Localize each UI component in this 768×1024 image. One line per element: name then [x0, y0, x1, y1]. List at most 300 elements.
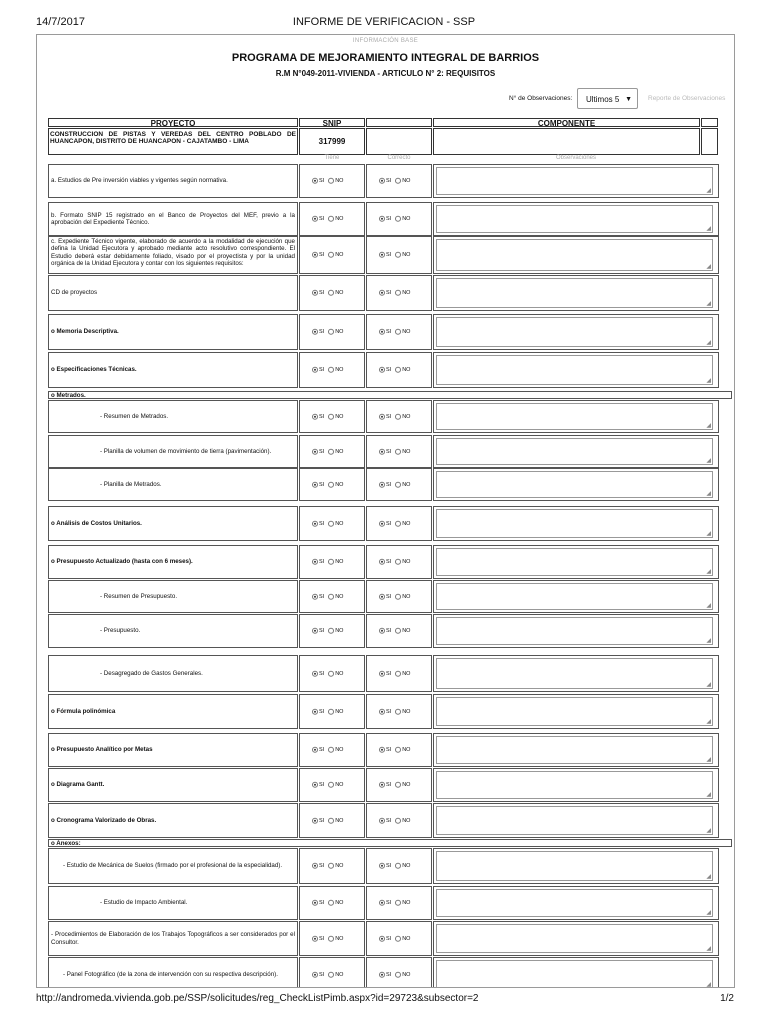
correcto-radio-group — [367, 817, 431, 823]
tiene-radio-group — [300, 935, 364, 941]
correcto-cell — [366, 655, 432, 692]
requirement-text: o Diagrama Gantt. — [51, 781, 105, 789]
resize-grip-icon[interactable]: ◢ — [706, 946, 711, 952]
project-cell-empty — [366, 128, 432, 155]
correcto-si-radio[interactable] — [379, 290, 385, 296]
tiene-no-radio[interactable] — [328, 817, 334, 823]
tiene-si-radio[interactable] — [312, 817, 318, 823]
tiene-no-radio-label: NO — [335, 413, 344, 420]
requirement-cell — [48, 545, 298, 579]
correcto-si-radio[interactable] — [379, 216, 385, 222]
correcto-radio-group — [367, 290, 431, 296]
correcto-si-radio[interactable] — [379, 178, 385, 184]
observations-textarea[interactable] — [436, 924, 713, 953]
project-row — [48, 128, 732, 155]
observations-textarea[interactable] — [436, 167, 713, 195]
correcto-si-radio-label: SI — [386, 215, 392, 222]
table-row — [48, 435, 732, 468]
observations-textarea[interactable] — [436, 960, 713, 988]
resize-grip-icon[interactable]: ◢ — [706, 378, 711, 384]
tiene-no-radio[interactable] — [328, 935, 334, 941]
correcto-no-radio[interactable] — [395, 290, 401, 296]
observations-textarea[interactable] — [436, 278, 713, 308]
correcto-no-radio[interactable] — [395, 559, 401, 565]
correcto-no-radio-label: NO — [402, 971, 411, 978]
resize-grip-icon[interactable]: ◢ — [706, 719, 711, 725]
tiene-si-radio[interactable] — [312, 900, 318, 906]
observations-textarea[interactable] — [436, 736, 713, 764]
tiene-si-radio[interactable] — [312, 971, 318, 977]
resize-grip-icon[interactable]: ◢ — [706, 569, 711, 575]
correcto-no-radio[interactable] — [395, 448, 401, 454]
resize-grip-icon[interactable]: ◢ — [706, 531, 711, 537]
correcto-radio-group — [367, 971, 431, 977]
tiene-no-radio[interactable] — [328, 178, 334, 184]
tiene-radio-group — [300, 971, 364, 977]
tiene-no-radio[interactable] — [328, 863, 334, 869]
sub-header — [48, 155, 732, 163]
tiene-si-radio-label: SI — [319, 593, 325, 600]
correcto-no-radio[interactable] — [395, 329, 401, 335]
requirement-cell — [48, 694, 298, 729]
requirement-text: - Estudio de Mecánica de Suelos (firmado por el profesional de la especialidad). — [63, 862, 283, 870]
tiene-no-radio[interactable] — [328, 559, 334, 565]
tiene-no-radio[interactable] — [328, 520, 334, 526]
requirement-cell — [48, 435, 298, 468]
correcto-si-radio[interactable] — [379, 559, 385, 565]
requirement-text: - Desagregado de Gastos Generales. — [100, 669, 203, 677]
tiene-radio-group — [300, 817, 364, 823]
observations-cell — [433, 921, 719, 956]
observations-cell — [433, 400, 719, 433]
requirement-cell — [48, 886, 298, 920]
resize-grip-icon[interactable]: ◢ — [706, 264, 711, 270]
observations-textarea[interactable] — [436, 205, 713, 233]
correcto-cell — [366, 314, 432, 350]
resize-grip-icon[interactable]: ◢ — [706, 792, 711, 798]
tiene-si-radio-label: SI — [319, 781, 325, 788]
requirement-cell — [48, 957, 298, 988]
correcto-no-radio-label: NO — [402, 289, 411, 296]
tiene-si-radio[interactable] — [312, 863, 318, 869]
observations-textarea[interactable] — [436, 889, 713, 917]
requirement-text: o Presupuesto Actualizado (hasta con 6 meses). — [51, 558, 193, 566]
observations-textarea[interactable] — [436, 851, 713, 881]
correcto-radio-group — [367, 900, 431, 906]
tiene-si-radio[interactable] — [312, 747, 318, 753]
tiene-no-radio[interactable] — [328, 448, 334, 454]
sub-header-correcto: Correcto — [387, 155, 411, 161]
resize-grip-icon[interactable]: ◢ — [706, 226, 711, 232]
tiene-si-radio[interactable] — [312, 593, 318, 599]
correcto-si-radio[interactable] — [379, 863, 385, 869]
correcto-si-radio-label: SI — [386, 520, 392, 527]
correcto-no-radio[interactable] — [395, 178, 401, 184]
caret-down-icon: ▼ — [625, 96, 632, 103]
correcto-si-radio-label: SI — [386, 627, 392, 634]
correcto-no-radio[interactable] — [395, 481, 401, 487]
tiene-no-radio[interactable] — [328, 367, 334, 373]
resize-grip-icon[interactable]: ◢ — [706, 982, 711, 988]
observations-cell — [433, 314, 719, 350]
correcto-si-radio-label: SI — [386, 708, 392, 715]
observations-textarea[interactable] — [436, 548, 713, 576]
resize-grip-icon[interactable]: ◢ — [706, 828, 711, 834]
tiene-si-radio[interactable] — [312, 290, 318, 296]
correcto-si-radio[interactable] — [379, 628, 385, 634]
observations-textarea[interactable] — [436, 509, 713, 538]
requirement-cell — [48, 803, 298, 838]
correcto-radio-group — [367, 747, 431, 753]
correcto-no-radio[interactable] — [395, 413, 401, 419]
correcto-no-radio[interactable] — [395, 971, 401, 977]
tiene-cell — [299, 202, 365, 236]
tiene-no-radio[interactable] — [328, 290, 334, 296]
observations-textarea[interactable] — [436, 658, 713, 689]
observations-select[interactable] — [577, 88, 638, 109]
observations-textarea[interactable] — [436, 617, 713, 645]
requirement-text: - Estudio de Impacto Ambiental. — [100, 899, 188, 907]
correcto-no-radio[interactable] — [395, 782, 401, 788]
tiene-si-radio[interactable] — [312, 216, 318, 222]
correcto-radio-group — [367, 935, 431, 941]
correcto-si-radio[interactable] — [379, 670, 385, 676]
correcto-si-radio[interactable] — [379, 481, 385, 487]
resize-grip-icon[interactable]: ◢ — [706, 682, 711, 688]
correcto-radio-group — [367, 367, 431, 373]
tiene-no-radio[interactable] — [328, 593, 334, 599]
tiene-si-radio[interactable] — [312, 559, 318, 565]
observations-cell — [433, 655, 719, 692]
observations-cell — [433, 733, 719, 767]
correcto-cell — [366, 545, 432, 579]
table-row — [48, 694, 732, 729]
tiene-no-radio[interactable] — [328, 216, 334, 222]
correcto-no-radio[interactable] — [395, 670, 401, 676]
tiene-radio-group — [300, 782, 364, 788]
correcto-no-radio[interactable] — [395, 252, 401, 258]
correcto-cell — [366, 694, 432, 729]
tiene-no-radio[interactable] — [328, 413, 334, 419]
observations-textarea[interactable] — [436, 771, 713, 799]
correcto-no-radio-label: NO — [402, 481, 411, 488]
tiene-si-radio-label: SI — [319, 935, 325, 942]
table-row — [48, 803, 732, 838]
correcto-no-radio[interactable] — [395, 520, 401, 526]
correcto-si-radio[interactable] — [379, 329, 385, 335]
table-row — [48, 164, 732, 198]
tiene-no-radio[interactable] — [328, 971, 334, 977]
correcto-si-radio-label: SI — [386, 328, 392, 335]
tiene-radio-group — [300, 252, 364, 258]
correcto-cell — [366, 614, 432, 648]
tiene-si-radio[interactable] — [312, 178, 318, 184]
correcto-si-radio-label: SI — [386, 862, 392, 869]
correcto-cell — [366, 733, 432, 767]
correcto-cell — [366, 768, 432, 802]
correcto-si-radio[interactable] — [379, 900, 385, 906]
tiene-si-radio-label: SI — [319, 670, 325, 677]
requirement-text: o Especificaciones Técnicas. — [51, 366, 137, 374]
tiene-si-radio[interactable] — [312, 782, 318, 788]
correcto-si-radio-label: SI — [386, 289, 392, 296]
resize-grip-icon[interactable]: ◢ — [706, 603, 711, 609]
tiene-no-radio-label: NO — [335, 289, 344, 296]
correcto-no-radio-label: NO — [402, 746, 411, 753]
tiene-si-radio[interactable] — [312, 252, 318, 258]
header-snip: SNIP — [299, 118, 365, 127]
tiene-si-radio-label: SI — [319, 971, 325, 978]
table-row — [48, 768, 732, 802]
observations-select-value: Ultimos 5 — [586, 95, 620, 104]
correcto-cell — [366, 202, 432, 236]
observations-textarea[interactable] — [436, 471, 713, 498]
tiene-radio-group — [300, 448, 364, 454]
requirement-cell — [48, 202, 298, 236]
observations-textarea[interactable] — [436, 806, 713, 835]
tiene-si-radio[interactable] — [312, 670, 318, 676]
observations-textarea[interactable] — [436, 317, 713, 347]
tiene-no-radio-label: NO — [335, 899, 344, 906]
correcto-si-radio-label: SI — [386, 413, 392, 420]
project-cell-extra — [701, 128, 718, 155]
correcto-si-radio[interactable] — [379, 448, 385, 454]
tiene-cell — [299, 435, 365, 468]
correcto-si-radio-label: SI — [386, 251, 392, 258]
correcto-si-radio[interactable] — [379, 935, 385, 941]
observations-cell — [433, 275, 719, 311]
resize-grip-icon[interactable]: ◢ — [706, 910, 711, 916]
tiene-cell — [299, 314, 365, 350]
correcto-si-radio-label: SI — [386, 935, 392, 942]
tiene-no-radio-label: NO — [335, 935, 344, 942]
tiene-cell — [299, 957, 365, 988]
tiene-no-radio[interactable] — [328, 900, 334, 906]
tiene-radio-group — [300, 178, 364, 184]
tiene-si-radio-label: SI — [319, 817, 325, 824]
tiene-no-radio[interactable] — [328, 747, 334, 753]
tiene-no-radio-label: NO — [335, 366, 344, 373]
correcto-radio-group — [367, 520, 431, 526]
tiene-si-radio[interactable] — [312, 708, 318, 714]
requirement-text: - Resumen de Metrados. — [100, 412, 169, 420]
page-number: 1/2 — [720, 993, 734, 1004]
tiene-si-radio[interactable] — [312, 935, 318, 941]
tiene-cell — [299, 803, 365, 838]
tiene-no-radio-label: NO — [335, 177, 344, 184]
tiene-si-radio[interactable] — [312, 448, 318, 454]
correcto-si-radio-label: SI — [386, 746, 392, 753]
tiene-no-radio[interactable] — [328, 481, 334, 487]
requirement-text: o Fórmula polinómica — [51, 707, 116, 715]
observations-bar — [37, 87, 734, 111]
correcto-si-radio[interactable] — [379, 413, 385, 419]
requirement-cell — [48, 314, 298, 350]
correcto-cell — [366, 164, 432, 198]
tiene-si-radio-label: SI — [319, 899, 325, 906]
correcto-no-radio[interactable] — [395, 900, 401, 906]
header-extra — [701, 118, 718, 127]
table-row — [48, 275, 732, 311]
correcto-radio-group — [367, 178, 431, 184]
correcto-radio-group — [367, 670, 431, 676]
requirement-text: - Presupuesto. — [100, 627, 141, 635]
requirement-cell — [48, 275, 298, 311]
correcto-radio-group — [367, 413, 431, 419]
correcto-si-radio[interactable] — [379, 520, 385, 526]
correcto-si-radio[interactable] — [379, 593, 385, 599]
correcto-no-radio-label: NO — [402, 520, 411, 527]
tiene-si-radio[interactable] — [312, 520, 318, 526]
correcto-no-radio[interactable] — [395, 747, 401, 753]
correcto-no-radio-label: NO — [402, 215, 411, 222]
requirement-text: b. Formato SNIP 15 registrado en el Banco de Proyectos del MEF, previo a la aprobación del Expediente Técnico. — [51, 211, 295, 226]
observations-label: N° de Observaciones: — [509, 95, 573, 102]
correcto-no-radio-label: NO — [402, 627, 411, 634]
correcto-si-radio[interactable] — [379, 971, 385, 977]
tiene-no-radio[interactable] — [328, 708, 334, 714]
form-frame — [36, 34, 735, 988]
correcto-radio-group — [367, 448, 431, 454]
tiene-no-radio[interactable] — [328, 670, 334, 676]
tiene-no-radio[interactable] — [328, 252, 334, 258]
table-row — [48, 957, 732, 988]
observations-cell — [433, 803, 719, 838]
correcto-no-radio-label: NO — [402, 328, 411, 335]
tiene-si-radio[interactable] — [312, 367, 318, 373]
correcto-si-radio[interactable] — [379, 252, 385, 258]
requirement-cell — [48, 921, 298, 956]
resize-grip-icon[interactable]: ◢ — [706, 301, 711, 307]
tiene-cell — [299, 848, 365, 884]
table-row — [48, 202, 732, 236]
tiene-cell — [299, 352, 365, 388]
requirement-cell — [48, 614, 298, 648]
observations-cell — [433, 768, 719, 802]
tiene-si-radio-label: SI — [319, 708, 325, 715]
resize-grip-icon[interactable]: ◢ — [706, 188, 711, 194]
correcto-no-radio[interactable] — [395, 863, 401, 869]
tiene-no-radio[interactable] — [328, 329, 334, 335]
table-header — [48, 118, 732, 128]
resize-grip-icon[interactable]: ◢ — [706, 423, 711, 429]
observations-textarea[interactable] — [436, 438, 713, 465]
correcto-no-radio[interactable] — [395, 216, 401, 222]
observations-cell — [433, 580, 719, 613]
resize-grip-icon[interactable]: ◢ — [706, 874, 711, 880]
correcto-si-radio-label: SI — [386, 558, 392, 565]
table-row — [48, 545, 732, 579]
correcto-cell — [366, 886, 432, 920]
tiene-si-radio[interactable] — [312, 628, 318, 634]
observations-textarea[interactable] — [436, 403, 713, 430]
tiene-si-radio-label: SI — [319, 215, 325, 222]
requirement-cell — [48, 400, 298, 433]
correcto-cell — [366, 435, 432, 468]
tiene-si-radio[interactable] — [312, 329, 318, 335]
table-row — [48, 352, 732, 388]
resize-grip-icon[interactable]: ◢ — [706, 491, 711, 497]
requirement-text: o Cronograma Valorizado de Obras. — [51, 816, 157, 824]
resize-grip-icon[interactable]: ◢ — [706, 757, 711, 763]
observations-cell — [433, 352, 719, 388]
tiene-no-radio-label: NO — [335, 520, 344, 527]
correcto-no-radio-label: NO — [402, 899, 411, 906]
correcto-no-radio[interactable] — [395, 593, 401, 599]
requirement-cell — [48, 236, 298, 274]
observations-cell — [433, 202, 719, 236]
print-title: INFORME DE VERIFICACION - SSP — [292, 16, 476, 28]
table-row — [48, 506, 732, 541]
correcto-no-radio-label: NO — [402, 448, 411, 455]
tiene-no-radio[interactable] — [328, 628, 334, 634]
correcto-si-radio[interactable] — [379, 817, 385, 823]
tiene-cell — [299, 768, 365, 802]
tiene-no-radio-label: NO — [335, 781, 344, 788]
correcto-no-radio[interactable] — [395, 817, 401, 823]
tiene-si-radio-label: SI — [319, 289, 325, 296]
tiene-radio-group — [300, 863, 364, 869]
header-project: PROYECTO — [48, 118, 298, 127]
tiene-si-radio-label: SI — [319, 328, 325, 335]
tiene-si-radio[interactable] — [312, 413, 318, 419]
tiene-cell — [299, 694, 365, 729]
correcto-si-radio[interactable] — [379, 747, 385, 753]
correcto-si-radio[interactable] — [379, 708, 385, 714]
correcto-si-radio-label: SI — [386, 781, 392, 788]
observations-textarea[interactable] — [436, 697, 713, 726]
correcto-no-radio-label: NO — [402, 708, 411, 715]
correcto-si-radio[interactable] — [379, 367, 385, 373]
program-title: PROGRAMA DE MEJORAMIENTO INTEGRAL DE BARRIOS — [231, 52, 540, 64]
print-header — [0, 16, 768, 30]
correcto-no-radio[interactable] — [395, 708, 401, 714]
table-row — [48, 580, 732, 613]
tiene-cell — [299, 545, 365, 579]
correcto-cell — [366, 275, 432, 311]
tiene-radio-group — [300, 593, 364, 599]
tiene-si-radio[interactable] — [312, 481, 318, 487]
correcto-si-radio[interactable] — [379, 782, 385, 788]
tiene-no-radio[interactable] — [328, 782, 334, 788]
observations-textarea[interactable] — [436, 583, 713, 610]
tiene-radio-group — [300, 329, 364, 335]
resize-grip-icon[interactable]: ◢ — [706, 638, 711, 644]
observations-cell — [433, 468, 719, 501]
correcto-no-radio[interactable] — [395, 367, 401, 373]
requirement-text: - Panel Fotográfico (de la zona de intervención con su respectiva descripción). — [63, 970, 278, 978]
correcto-cell — [366, 957, 432, 988]
correcto-cell — [366, 506, 432, 541]
tiene-si-radio-label: SI — [319, 413, 325, 420]
correcto-cell — [366, 848, 432, 884]
observations-textarea[interactable] — [436, 239, 713, 271]
tiene-si-radio-label: SI — [319, 251, 325, 258]
observations-cell — [433, 957, 719, 988]
tiene-no-radio-label: NO — [335, 481, 344, 488]
correcto-no-radio[interactable] — [395, 628, 401, 634]
observations-cell — [433, 506, 719, 541]
correcto-si-radio-label: SI — [386, 481, 392, 488]
correcto-no-radio[interactable] — [395, 935, 401, 941]
project-name: CONSTRUCCION DE PISTAS Y VEREDAS DEL CENTRO POBLADO DE HUANCAPON, DISTRITO DE HUANCAPON - CAJATAMBO - LIMA — [48, 128, 298, 155]
requirement-cell — [48, 580, 298, 613]
resize-grip-icon[interactable]: ◢ — [706, 458, 711, 464]
observations-textarea[interactable] — [436, 355, 713, 385]
resize-grip-icon[interactable]: ◢ — [706, 340, 711, 346]
report-observations-link[interactable]: Reporte de Observaciones — [648, 95, 726, 102]
correcto-no-radio-label: NO — [402, 935, 411, 942]
